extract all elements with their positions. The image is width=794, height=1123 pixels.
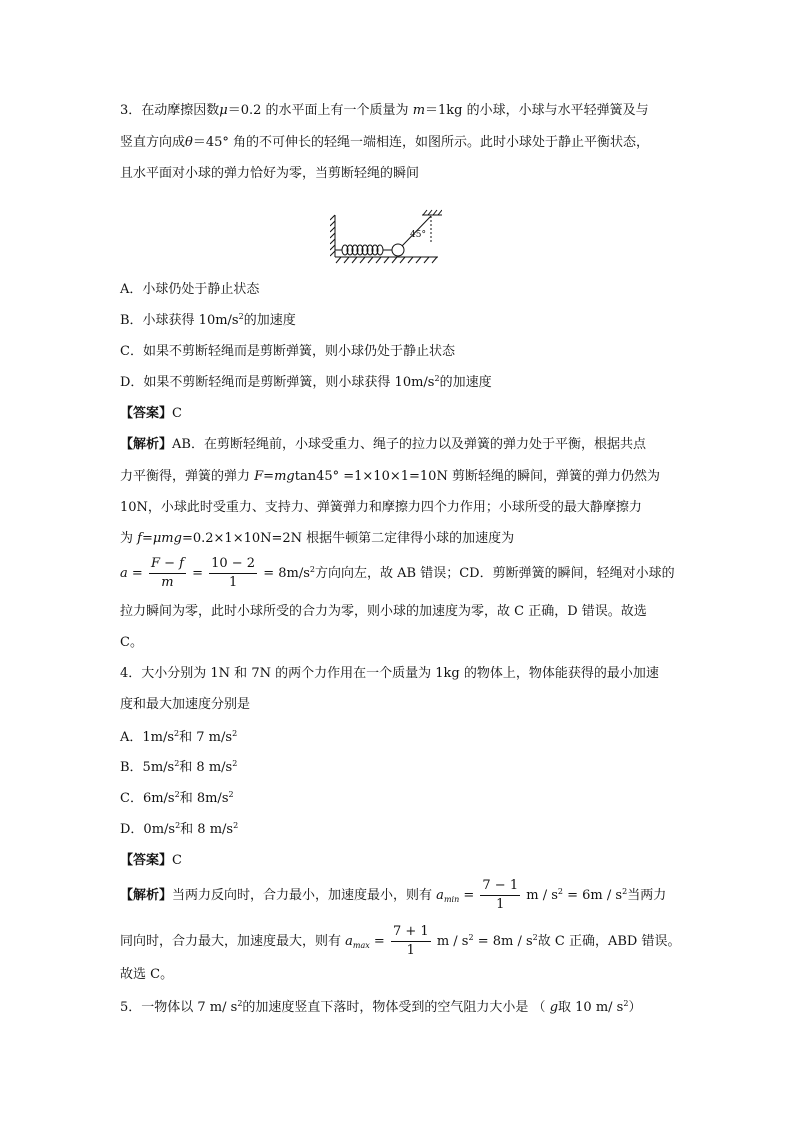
- fraction-min: $\frac{7 - 1}{1}$: [482, 878, 519, 912]
- q3-analysis-line-1: 【解析】AB．在剪断轻绳前，小球受重力、绳子的拉力以及弹簧的弹力处于平衡，根据共点: [120, 437, 646, 452]
- fraction-force: $\frac{F - f}{m}$: [150, 556, 184, 590]
- q4-option-a: A．$1m/s^2$和 7 $m/s^2$: [120, 729, 238, 745]
- spring-ball-figure: [330, 207, 442, 269]
- spring: [335, 245, 392, 255]
- q3-option-c: C．如果不剪断轻绳而是剪断弹簧，则小球仍处于静止状态: [120, 344, 455, 359]
- q5-line-1: 5．一物体以 7 m/ $s^2$的加速度竖直下落时，物体受到的空气阻力大小是 （ g取 10 m/ $s^2$）: [120, 999, 642, 1015]
- q4-analysis-line-2: 同向时，合力最大，加速度最大，则有 $a_{max}$ = $\frac{7 + 1}{1}$ $m / s^2 = 8m / s^2$故 C 正确，ABD 错误。: [120, 924, 681, 958]
- q4-answer: 【答案】C: [120, 853, 182, 868]
- q3-analysis-line-7: C。: [120, 635, 143, 650]
- q4-line-2: 度和最大加速度分别是: [120, 697, 251, 712]
- q4-analysis-line-1: 【解析】当两力反向时，合力最小，加速度最小，则有 $a_{min}$ = $\frac{7 - 1}{1}$ $m / s^2 = 6m / s^2$当两力: [120, 878, 667, 912]
- q4-analysis-line-3: 故选 C。: [120, 967, 174, 982]
- q3-analysis-line-6: 拉力瞬间为零，此时小球所受的合力为零，则小球的加速度为零，故 C 正确，D 错误。故选: [120, 604, 647, 619]
- q4-option-c: C．$6m/s^2$和 $8m/s^2$: [120, 790, 234, 806]
- wall-hatch: [330, 215, 335, 256]
- fraction-max: $\frac{7 + 1}{1}$: [392, 924, 429, 958]
- q3-line-3: 且水平面对小球的弹力恰好为零，当剪断轻绳的瞬间: [120, 166, 420, 181]
- q3-analysis-line-4: 为 f=μmg=0.2×1×10N=2N 根据牛顿第二定律得小球的加速度为: [120, 531, 515, 546]
- ceiling-hatch: [423, 210, 442, 215]
- q3-acceleration-equation: a = $\frac{F - f}{m}$ = $\frac{10 - 2}{1}$ = $8m/s^2$方向向左，故 AB 错误；CD．剪断弹簧的瞬间，轻绳对小球的: [120, 556, 675, 590]
- fraction-values: $\frac{10 - 2}{1}$: [211, 556, 256, 590]
- q3-option-b: B．小球获得 $10m/s^2$的加速度: [120, 312, 296, 328]
- q4-option-b: B．$5m/s^2$和 8 $m/s^2$: [120, 759, 238, 775]
- q3-option-d: D．如果不剪断轻绳而是剪断弹簧，则小球获得 $10m/s^2$的加速度: [120, 374, 492, 390]
- q3-analysis-line-3: 10N，小球此时受重力、支持力、弹簧弹力和摩擦力四个力作用；小球所受的最大静摩擦力: [120, 500, 642, 515]
- q4-option-d: D．$0m/s^2$和 8 $m/s^2$: [120, 821, 239, 837]
- q3-option-a: A．小球仍处于静止状态: [120, 282, 260, 297]
- q4-line-1: 4．大小分别为 1N 和 7N 的两个力作用在一个质量为 1kg 的物体上，物体能获得的最小加速: [120, 666, 659, 681]
- q3-answer: 【答案】C: [120, 406, 182, 421]
- q3-line-2: 竖直方向成θ＝45° 角的不可伸长的轻绳一端相连，如图所示。此时小球处于静止平衡状态，: [120, 135, 650, 150]
- floor-hatch: [336, 257, 437, 263]
- q3-analysis-line-2: 力平衡得，弹簧的弹力 F=mgtan45° =1×10×1=10N 剪断轻绳的瞬间，弹簧的弹力仍然为: [120, 469, 660, 484]
- q3-line-1: 3．在动摩擦因数μ＝0.2 的水平面上有一个质量为 m＝1kg 的小球，小球与水平轻弹簧及与: [120, 103, 649, 118]
- angle-label: 45°: [410, 230, 426, 240]
